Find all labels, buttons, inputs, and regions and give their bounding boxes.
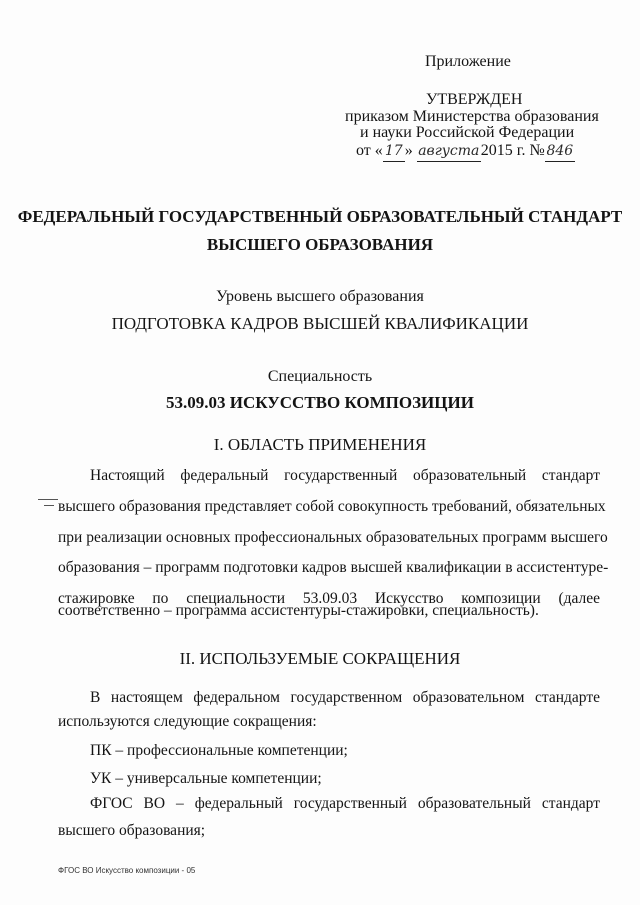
specialty-label: Специальность — [267, 368, 373, 385]
section1-line: высшего образования представляет собой совокупность требований, обязательных — [58, 498, 606, 515]
page-footer: ФГОС ВО Искусство композиции - 05 — [58, 866, 196, 875]
section2-line: ПК – профессиональные компетенции; — [90, 742, 348, 759]
section1-heading: I. ОБЛАСТЬ ПРИМЕНЕНИЯ — [213, 435, 427, 454]
order-line-2: и науки Российской Федерации — [360, 124, 575, 141]
order-date-line — [356, 141, 575, 162]
section2-line: В настоящем федеральном государственном образовательном стандарте — [90, 689, 600, 706]
approved-label: УТВЕРЖДЕН — [426, 91, 523, 108]
handwritten-day: 17 — [383, 141, 405, 162]
section2-heading: II. ИСПОЛЬЗУЕМЫЕ СОКРАЩЕНИЯ — [179, 649, 461, 668]
handwritten-number: 846 — [545, 141, 575, 162]
section2-line: высшего образования; — [58, 822, 206, 839]
date-mid: » — [404, 142, 413, 159]
section2-line: УК – универсальные компетенции; — [90, 770, 322, 787]
order-line-1: приказом Министерства образования — [345, 108, 599, 125]
section2-line: ФГОС ВО – федеральный государственный образовательный стандарт — [90, 795, 600, 812]
scan-speck — [44, 505, 54, 506]
section1-line: образования – программ подготовки кадров высшей квалификации в ассистентуре- — [58, 559, 609, 576]
section1-line: при реализации основных профессиональных образовательных программ высшего — [58, 529, 608, 546]
section1-line: соответственно – программа ассистентуры-стажировки, специальность). — [58, 602, 539, 619]
level-value: ПОДГОТОВКА КАДРОВ ВЫСШЕЙ КВАЛИФИКАЦИИ — [111, 314, 529, 333]
section2-line: используются следующие сокращения: — [58, 713, 317, 730]
title-line-2: ВЫСШЕГО ОБРАЗОВАНИЯ — [206, 235, 434, 254]
date-prefix: от « — [356, 142, 383, 159]
level-label: Уровень высшего образования — [216, 288, 424, 305]
scan-speck — [38, 499, 58, 500]
date-year: 2015 г. № — [480, 142, 545, 159]
specialty-value: 53.09.03 ИСКУССТВО КОМПОЗИЦИИ — [166, 393, 474, 412]
section1-line: стажировке по специальности 53.09.03 Искусство композиции (далее — [58, 590, 600, 607]
handwritten-month: августа — [417, 141, 481, 162]
section1-line: Настоящий федеральный государственный образовательный стандарт — [90, 467, 600, 484]
title-line-1: ФЕДЕРАЛЬНЫЙ ГОСУДАРСТВЕННЫЙ ОБРАЗОВАТЕЛЬНЫЙ СТАНДАРТ — [17, 207, 623, 226]
appendix-label: Приложение — [425, 53, 511, 70]
